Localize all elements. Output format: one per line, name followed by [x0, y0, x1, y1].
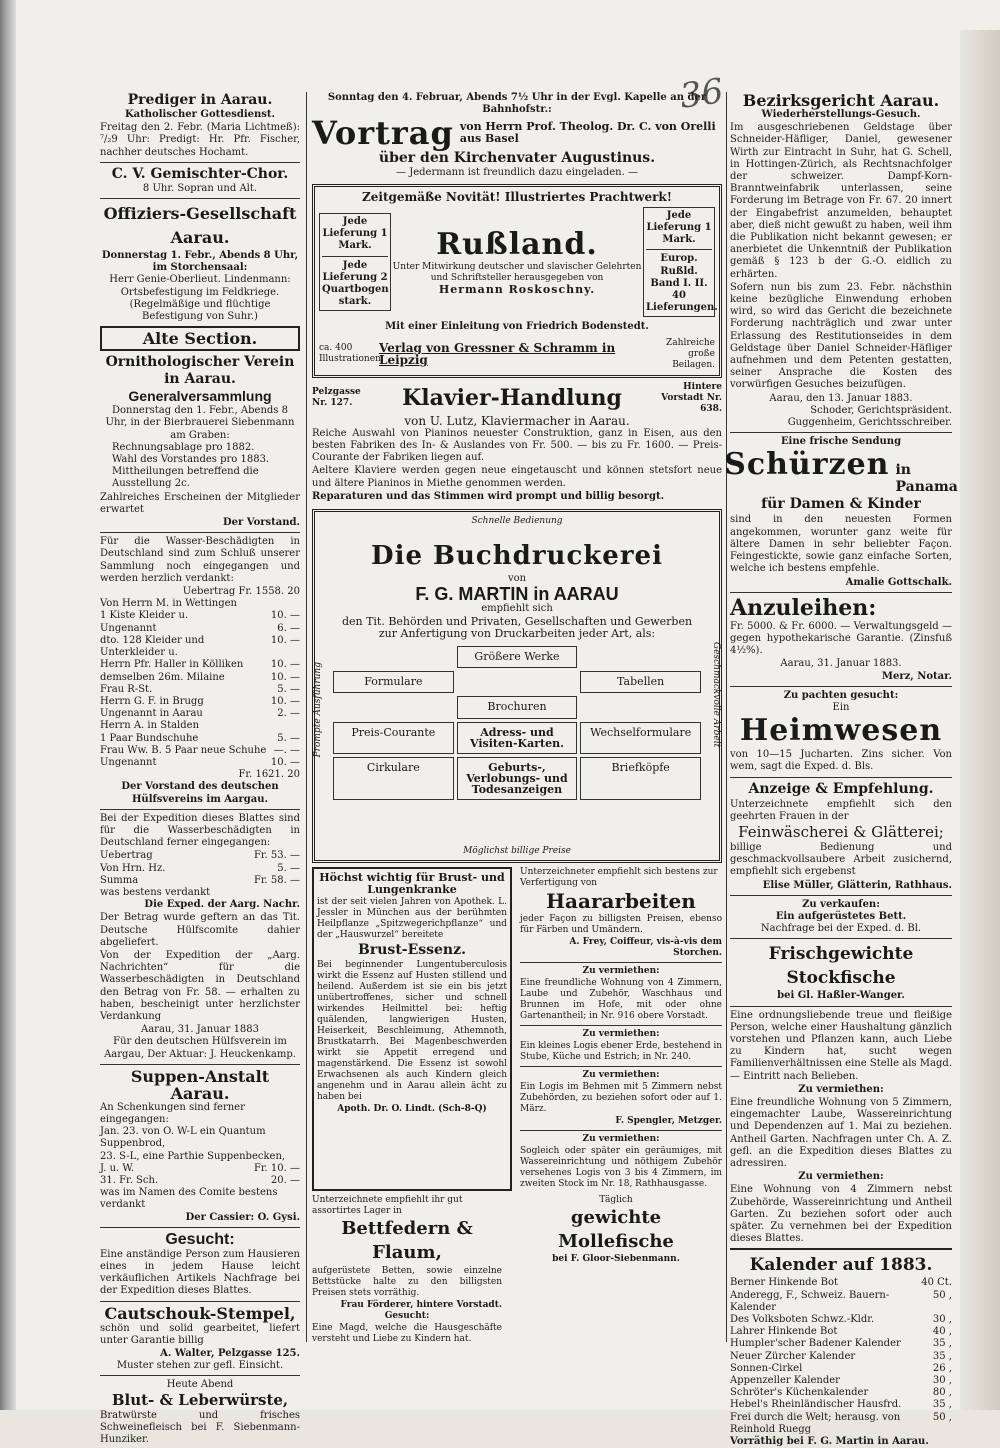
klavier-text: Reiche Auswahl von Pianinos neuester Construktion, ganz in Eisen, aus den besten Fabriken des In- & Auslandes von Fr. 500. — bis zu Fr. 1600. — Preis-Courante der Fabriken liegen auf. [312, 427, 722, 464]
anzeige-text2: billige Bedienung und geschmackvollsaubere Arbeit zusichernd, empfiehlt sich ergebenst [730, 841, 952, 878]
suppen-row [100, 1175, 300, 1187]
kal-row-label: Des Volksboten Schwz.-Kldr. [730, 1314, 875, 1326]
kal-row-value: 35 , [932, 1338, 952, 1350]
wasser-total: Fr. 1621. 20 [238, 769, 300, 781]
brust-sign: Apoth. Dr. O. Lindt. (Sch-8-Q) [337, 1104, 487, 1115]
gv-sign: Der Vorstand. [222, 517, 300, 529]
verm6-text: Eine Wohnung von 4 Zimmern nebst Zubehörde, Wassereinrichtung und Antheil Garten. Zu beziehen sofort oder auch später. Zu vernehmen bei der Expedition dieses Blattes. [730, 1184, 952, 1245]
haar-title: Haararbeiten [546, 889, 696, 914]
schuerz-text: sind in den neuesten Formen angekommen, worunter ganz weite für ältere Damen in sehr beliebter Façon. Feingestickte, sowie ganz einfache Sorten, welche ich bestens empfehle. [730, 514, 952, 575]
stock-sign: bei Gl. Haßler-Wanger. [777, 990, 905, 1002]
suppen-row [100, 1163, 300, 1175]
klavier-text2: Aeltere Klaviere werden gegen neue eingetauscht und können stetsfort neue und ältere Pianinos in Miethe genommen werden. [312, 465, 722, 489]
vortrag-topic: über den Kirchenvater Augustinus. [378, 150, 656, 167]
anzeige-text: Unterzeichnete empfiehlt sich den geehrten Frauen in der [730, 798, 952, 822]
offiz-date: Donnerstag 1. Febr., Abends 8 Uhr, im Storchensaal: [101, 250, 299, 274]
cv-title: C. V. Gemischter-Chor. [111, 165, 289, 182]
kal-row-label: Berner Hinkende Bot [730, 1277, 839, 1289]
verm4-title: Zu vermiethen: [582, 1134, 660, 1145]
wasser-row [100, 745, 300, 757]
vortrag-word: Vortrag [312, 114, 454, 153]
druck-item: Cirkulare [333, 757, 454, 800]
wasser-row-value: 10. — [270, 610, 300, 622]
verm3-title: Zu vermiethen: [582, 1070, 660, 1081]
bett-text: aufgerüstete Betten, sowie einzelne Bettstücke halte zu den billigsten Preisen stets vorräthig. [312, 1266, 502, 1299]
kal-row-label: Sonnen-Cirkel [730, 1362, 803, 1374]
verm1-title: Zu vermiethen: [582, 966, 660, 977]
blut-title: Blut- & Leberwürste, [111, 1390, 289, 1409]
druck-item: Brochuren [457, 696, 578, 718]
wasser-row-value: 5. — [277, 732, 300, 744]
cv-text: 8 Uhr. Sopran und Alt. [142, 182, 258, 194]
druck-item: Geburts-, Verlobungs- und Todesanzeigen [457, 757, 578, 800]
russ-title: Rußland. [436, 227, 598, 263]
kal-footer: Vorräthig bei F. G. Martin in Aarau. [730, 1436, 929, 1448]
exped-row-value: Fr. 53. — [253, 850, 300, 862]
vortrag-by: von Herrn Prof. Theolog. Dr. C. von Orelli aus Basel [459, 120, 716, 146]
gv-footer: Zahlreiches Erscheinen der Mitglieder erwartet [100, 491, 300, 515]
wasser-row-value: 10. — [270, 634, 300, 646]
brust-text2: Bei beginnender Lungentuberculosis wirkt die Essenz auf Husten stillend und heilend. Außerdem ist sie ein bis jetzt unübertroffenes, sicher und schnell wirkendes Heilmittel bei: heftig quälenden, langwierigen Husten, Heiserkeit, Beschleimung, Athemnoth, Brustkatarrh. Bei Magenbeschwerden wirkt sie Appetit erregend und magenstärkend. Die Essenz ist sowohl Erwachsenen als auch Kindern gleich angenehm und in Aarau allein ächt zu haben bei [317, 960, 507, 1103]
klavier-right: Hintere Vorstadt Nr. 638. [661, 381, 722, 414]
verm3-text: Ein Logis im Behmen mit 5 Zimmern nebst Zubehörden, zu beziehen sofort oder auf 1. März. [520, 1082, 722, 1115]
kal-row-label: Appenzeller Kalender [730, 1375, 840, 1387]
wasser-sign: Der Vorstand des deutschen Hülfsvereins im Aargau. [121, 781, 279, 805]
russ-right-box [643, 207, 718, 318]
suppen-title: Suppen-Anstalt Aarau. [130, 1066, 270, 1103]
haar-sign: A. Frey, Coiffeur, vis-à-vis dem Storchen. [569, 937, 722, 959]
offiz-text: Herr Genie-Oberlieut. Lindenmann: Ortsbefestigung im Feldkriege. (Regelmäßige und flüchtige Befestigung von Suhr.) [109, 274, 291, 323]
prediger-text: Freitag den 2. Febr. (Maria Lichtmeß): ⁷/₂9 Uhr: Predigt: Hr. Pfr. Fischer, nachher deutsches Hochamt. [100, 122, 300, 158]
gesucht2-text: Eine Magd, welche die Hausgeschäfte versteht und Liebe zu Kindern hat. [312, 1323, 502, 1345]
anz-sign: Merz, Notar. [881, 670, 952, 682]
kal-row-value: 35 , [932, 1399, 952, 1411]
suppen-row-value: Fr. 10. — [253, 1162, 300, 1174]
klavier-by: von U. Lutz, Klaviermacher in Aarau. [404, 413, 630, 428]
stock-title: Frischgewichte Stockfische [768, 944, 914, 989]
druck-item: Tabellen [580, 671, 701, 693]
exped-row [100, 875, 300, 887]
kal-row-label: Frei durch die Welt; herausg. von Reinhold Ruegg [730, 1411, 901, 1435]
kal-row-label: Schröter's Küchenkalender [730, 1387, 869, 1399]
caut-note: Muster stehen zur gefl. Einsicht. [116, 1360, 284, 1372]
exped-row [100, 863, 300, 875]
russ-head: Zeitgemäße Novität! Illustriertes Prachtwerk! [361, 189, 672, 204]
bett-intro: Unterzeichnete empfiehlt ihr gut assortirtes Lager in [312, 1195, 463, 1217]
druck-for: zur Anfertigung von Druckarbeiten jeder Art, als: [378, 626, 656, 640]
wasser-row-label: Frau Ww. B. 5 Paar neue Schuhe [100, 744, 267, 756]
gesucht2-title: Gesucht: [384, 1311, 430, 1322]
kal-row-value: 50 , [932, 1289, 952, 1301]
kal-row [730, 1314, 952, 1326]
exped-confirm: Von der Expedition der „Aarg. Nachrichten“ für die Wasserbeschädigten in Deutschland den Betrag von Fr. 58. — erhalten zu haben, bescheinigt unter herzlichster Verdankung [100, 949, 300, 1022]
exped-row [100, 850, 300, 862]
wasser-uebertrag: Uebertrag Fr. 1558. 20 [182, 586, 300, 598]
druck-right: Geschmackvolle Arbeit [711, 642, 721, 748]
russ-ill: ca. 400 Illustrationen. [319, 343, 384, 365]
schuerz-panama: in Panama [895, 462, 958, 496]
kal-row-label: Lahrer Hinkende Bot [730, 1326, 838, 1338]
russland-ad [312, 184, 722, 378]
russ-right1: Jede Lieferung 1 Mark. [646, 209, 712, 246]
verm5-title: Zu vermiethen: [798, 1083, 884, 1095]
blut-intro: Heute Abend [166, 1379, 234, 1391]
caut-title: Cautschouk-Stempel, [104, 1303, 296, 1323]
klavier-title: Klavier-Handlung [402, 385, 622, 412]
gesucht-text: Eine anständige Person zum Hausieren eines in jedem Hause leicht verkäuflichen Artikels Nachfrage bei der Expedition dieses Blattes. [100, 1248, 300, 1297]
wasser-row [100, 708, 300, 720]
wasser-row [100, 672, 300, 684]
wasser-row-label: Ungenannt in Aarau [100, 708, 203, 720]
gesucht-title: Gesucht: [165, 1230, 235, 1248]
exped-thanks: was bestens verdankt [100, 886, 211, 898]
anz-date: Aarau, 31. Januar 1883. [780, 658, 902, 670]
suppen-intro: An Schenkungen sind ferner eingegangen: [100, 1101, 245, 1125]
wasser-intro: Für die Wasser-Beschädigten in Deutschland sind zum Schluß unserer Sammlung noch eingegangen und werden herzlich verdankt: [100, 536, 300, 584]
exped-row-label: Uebertrag [100, 850, 153, 862]
wasser-row-label: Herrn Pfr. Haller in Kölliken [100, 659, 244, 671]
verm2-title: Zu vermiethen: [582, 1029, 660, 1040]
haar-text: jeder Façon zu billigsten Preisen, ebenso für Färben und Umändern. [520, 914, 722, 936]
wasser-row-label: 1 Paar Bundschuhe [100, 732, 199, 744]
column-rule-2 [726, 92, 727, 1342]
anz-text: Fr. 5000. & Fr. 6000. — Verwaltungsgeld — gegen hypothekarische Garantie. (Zinsfuß 4½%). [730, 620, 952, 657]
bez-text: Im ausgeschriebenen Geldstage über Schneider-Häfliger, Daniel, gewesener Wirth zur Eintracht in Suhr, hat G. Schell, in Hottingen-Zürich, als Rechtsnachfolger der schweizer. Dampf-Korn-Branntweinfabrik unterlassen, seine Forderung im Betrage von Fr. 67. 20 innert der Eingabefrist anzumelden, behauptet aber, dieß nicht gewußt zu haben, weil ihm die Publikation nicht bekannt gewesen; er anerbietet die Unkenntniß der Publikation gemäß § 123 b der G.-O. eidlich zu erhärten. [730, 122, 952, 280]
russ-sub: Unter Mitwirkung deutscher und slavischer Gelehrten und Schriftsteller herausgegeben von [392, 262, 642, 284]
gv-date: Donnerstag den 1. Febr., Abends 8 Uhr, in der Bierbrauerei Siebenmann am Graben: [105, 405, 295, 441]
brust-title: Höchst wichtig für Brust- und Lungenkranke [319, 871, 505, 897]
kal-row-value: 35 , [932, 1350, 952, 1362]
suppen-list [100, 1126, 300, 1187]
bett-sign: Frau Förderer, hintere Vorstadt. [340, 1300, 502, 1311]
suppen-thanks: was im Namen des Comite bestens verdankt [100, 1187, 278, 1211]
pacht-word: Heimwesen [739, 713, 943, 749]
pacht-text: von 10—15 Jucharten. Zins sicher. Von wem, sagt die Exped. d. Bls. [730, 749, 952, 773]
suppen-row-label: Jan. 23. von O. W-L ein Quantum Suppenbrod, [100, 1126, 266, 1150]
mole-ad [510, 1195, 722, 1346]
bez-text2: Sofern nun bis zum 23. Febr. nächsthin keine bezügliche Einwendung erhoben wird, so wird das Gericht die bezeichnete Forderung nachträglich und zwar unter Erlassung des Restitutionseides in dem Geldstage über Daniel Schneider-Häfliger aufnehmen und dem Petenten gestatten, seiner Ansprache die Kosten des vorwürfigen Gesuches beizufügen. [730, 281, 952, 391]
alte-section: Alte Section. [100, 326, 300, 351]
kal-row [730, 1326, 952, 1338]
druck-item: Wechselformulare [580, 722, 701, 754]
wasser-row-label: Herrn A. in Stalden [100, 720, 200, 732]
pacht-title: Zu pachten gesucht: [783, 689, 899, 701]
kal-row-value: 80 , [932, 1387, 952, 1399]
wasser-row [100, 733, 300, 745]
orni-title: Ornithologischer Verein in Aarau. [105, 354, 295, 388]
gv-item: Mittheilungen betreffend die Ausstellung 2c. [112, 466, 259, 490]
middle-right-ads [520, 867, 722, 1191]
wasser-row-value: 6. — [277, 622, 300, 634]
druck-von: von [507, 573, 527, 585]
druck-item: Preis-Courante [333, 722, 454, 754]
suppen-row [100, 1126, 300, 1150]
verm2-text: Ein kleines Logis ebener Erde, bestehend in Stube, Küche und Estrich; in Nr. 240. [520, 1041, 723, 1063]
bez-date: Aarau, den 13. Januar 1883. [769, 392, 913, 404]
offiz-title: Offiziers-Gesellschaft Aarau. [103, 204, 297, 248]
wasser-row-label: Herrn G. F. in Brugg [100, 695, 204, 707]
russ-right2: Europ. Rußld. Band I. II. 40 Lieferungen. [646, 253, 718, 314]
verk-text: Nachfrage bei der Exped. d. Bl. [760, 923, 922, 935]
wasser-row-value: —. — [273, 744, 300, 756]
gv-item: Wahl des Vorstandes pro 1883. [112, 454, 270, 466]
wasser-row [100, 635, 300, 659]
wasser-row-value: 10. — [270, 756, 300, 768]
bett-ad [312, 1195, 502, 1346]
caut-sign: A. Walter, Pelzgasse 125. [160, 1348, 300, 1360]
brust-text1: ist der seit vielen Jahren von Apothek. L. Jessler in München aus der berühmten Heilpflanze „Spitzwegerichpflanze“ und der „Hauswurzel“ bereitete [317, 897, 507, 941]
prediger-title: Prediger in Aarau. [127, 92, 273, 108]
kal-row-label: Hebel's Rheinländischer Hausfrd. [730, 1399, 902, 1411]
prediger-sub: Katholischer Gottesdienst. [124, 109, 276, 120]
russ-center [391, 228, 643, 296]
druck-top: Schnelle Bedienung [471, 516, 563, 527]
druck-item: Größere Werke [457, 646, 578, 668]
kal-row [730, 1338, 952, 1350]
column-right [724, 91, 958, 1448]
vortrag-date: Sonntag den 4. Februar, Abends 7½ Uhr in der Evgl. Kapelle an der Bahnhofstr.: [327, 92, 707, 116]
russ-author: Hermann Roskoschny. [438, 283, 596, 297]
kal-row-value: 26 , [932, 1362, 952, 1374]
caut-text: schön und solid gearbeitet, liefert unter Garantie billig [100, 1322, 300, 1346]
wasser-row-value: 10. — [270, 671, 300, 683]
kal-row-value: 40 Ct. [921, 1277, 952, 1289]
buchdruckerei-ad [312, 509, 722, 863]
kal-row-label: Anderegg, F., Schweiz. Bauern-Kalender [730, 1289, 890, 1313]
kal-row-label: Neuer Zürcher Kalender [730, 1350, 856, 1362]
wasser-row-label: Ungenannt [100, 756, 157, 768]
blut-text: Bratwürste und frisches Schweinefleisch bei F. Siebenmann-Hunziker. [100, 1409, 300, 1446]
brust-ad [312, 867, 512, 1191]
pacht-ein: Ein [832, 701, 850, 713]
wasser-row [100, 720, 300, 732]
column-rule-1 [306, 92, 307, 1342]
schuerz-title: Schürzen [724, 447, 890, 483]
druck-name: F. G. MARTIN in AARAU [415, 584, 619, 605]
druck-title: Die Buchdruckerei [371, 541, 663, 572]
schuerz-for: für Damen & Kinder [761, 496, 921, 513]
kal-title: Kalender auf 1883. [749, 1255, 933, 1276]
wasser-row-value: 10. — [270, 695, 300, 707]
bez-sign1: Schoder, Gerichtspräsident. [810, 404, 952, 416]
bez-sub: Wiederherstellungs-Gesuch. [761, 109, 921, 120]
russ-left2: Jede Lieferung 2 Quartbogen stark. [322, 259, 389, 308]
wasser-row [100, 757, 300, 769]
wasser-row-label: Ungenannt [100, 622, 157, 634]
person-text: Eine ordnungsliebende treue und fleißige Person, welche einer Haushaltung gänzlich vorstehen und Pflanzen kann, auch Liebe zu Kindern hat, sucht wegen Familienverhältnissen eine Stelle als Magd. — Eintritt nach Belieben. [730, 1009, 952, 1082]
suppen-row [100, 1151, 300, 1163]
verm3-sign: F. Spengler, Metzger. [615, 1116, 722, 1127]
kal-row-value: 30 , [932, 1375, 952, 1387]
kal-row-value: 30 , [932, 1314, 952, 1326]
column-left [100, 92, 300, 1446]
kal-row [730, 1387, 952, 1399]
kal-row-value: 50 , [932, 1411, 952, 1423]
bez-sign2: Guggenheim, Gerichtsschreiber. [787, 417, 952, 429]
anzeige-title: Anzeige & Empfehlung. [748, 780, 934, 797]
druck-item: Formulare [333, 671, 454, 693]
wasser-row [100, 659, 300, 671]
kal-row [730, 1375, 952, 1387]
wasser-row-value: 5. — [277, 683, 300, 695]
wasser-row [100, 696, 300, 708]
kal-row-value: 40 , [932, 1326, 952, 1338]
exped-list [100, 850, 300, 887]
druck-to: den Tit. Behörden und Privaten, Gesellschaften und Gewerben [341, 614, 693, 628]
druck-item: Adress- und Visiten-Karten. [457, 722, 578, 754]
wasser-row [100, 598, 300, 610]
gv-title: Generalversammlung [128, 388, 272, 405]
suppen-row-label: 31. Fr. Sch. [100, 1175, 159, 1187]
wasser-row-value: 2. — [277, 708, 300, 720]
vortrag-note: — Jedermann ist freundlich dazu eingeladen. — [396, 167, 638, 179]
brust-name: Brust-Essenz. [358, 942, 466, 959]
wasser-row-label: dto. 128 Kleider und Unterkleider u. [100, 634, 205, 659]
exped-intro: Bei der Expedition dieses Blattes sind für die Wasserbeschädigten in Deutschland ferner eingegangen: [100, 812, 300, 849]
schuerz-sign: Amalie Gottschalk. [845, 576, 952, 588]
bett-title: Bettfedern & Flaum, [341, 1218, 473, 1264]
druck-bottom: Möglichst billige Preise [463, 846, 571, 857]
wasser-row-label: Frau R-St. [100, 683, 153, 695]
klavier-left: Pelzgasse Nr. 127. [312, 387, 361, 409]
exped-row-value: Fr. 58. — [253, 874, 300, 886]
page-edge [960, 30, 1000, 1410]
wasser-row-label: demselben 26m. Milaine [100, 671, 225, 683]
gv-item: Rechnungsablage pro 1882. [112, 441, 255, 453]
exped-row-label: Von Hrn. Hz. [100, 862, 166, 874]
verk-title: Zu verkaufen: [802, 898, 880, 910]
anzeige-big: Feinwäscherei & Glätterei; [738, 822, 944, 841]
exped-note: Der Betrag wurde geftern an das Tit. Deutsche Hülfscomite dahier abgeliefert. [100, 912, 300, 948]
exped-confirm-sign: Für den deutschen Hülfsverein im Aargau, Der Aktuar: J. Heuckenkamp. [104, 1036, 296, 1060]
kal-row [730, 1351, 952, 1363]
mole-sign: bei F. Gloor-Siebenmann. [552, 1254, 680, 1265]
kal-row-label: Humpler'scher Badener Kalender [730, 1338, 901, 1350]
wasser-list [100, 598, 300, 769]
mole-title: gewichte Mollefische [558, 1207, 674, 1253]
schuerz-intro: Eine frische Sendung [780, 436, 902, 448]
russ-left1: Jede Lieferung 1 Mark. [322, 215, 388, 252]
verm1-text: Eine freundliche Wohnung von 4 Zimmern, Laube und Zubehör, Waschhaus und Brunnen im Hofe, mit oder ohne Gartenantheil; in Nr. 916 obere Vorstadt. [520, 978, 722, 1022]
suppen-row-label: J. u. W. [100, 1162, 135, 1174]
wasser-row [100, 610, 300, 622]
druck-item: Briefköpfe [580, 757, 701, 800]
kal-list [730, 1277, 952, 1436]
exped-row-label: Summa [100, 874, 139, 886]
russ-verlag: Verlag von Gressner & Schramm in Leipzig [379, 340, 616, 368]
verk-item: Ein aufgerüstetes Bett. [775, 910, 907, 922]
anzeige-sign: Elise Müller, Glätterin, Rathhaus. [762, 879, 952, 891]
suppen-row-value: 20. — [270, 1175, 300, 1187]
klavier-text3: Reparaturen und das Stimmen wird prompt und billig besorgt. [312, 490, 665, 502]
druck-empf: empfiehlt sich [481, 603, 553, 615]
druck-left: Prompte Ausführung [313, 662, 323, 758]
kal-row [730, 1277, 952, 1289]
wasser-row [100, 623, 300, 635]
kal-row [730, 1363, 952, 1375]
binding-fold [0, 0, 16, 1410]
wasser-row-value: 10. — [270, 659, 300, 671]
russ-left-box [319, 213, 391, 311]
haar-intro: Unterzeichneter empfiehlt sich bestens zur Verfertigung von [520, 867, 718, 889]
exped-date: Aarau, 31. Januar 1883 [140, 1024, 260, 1036]
verm4-text: Sogleich oder später ein geräumiges, mit Wassereinrichtung und nöthigem Zubehör versehenes Logis von 3 bis 4 Zimmern, im zweiten Stock im Nr. 18, Rathhausgasse. [520, 1146, 722, 1190]
russ-beil: Zahlreiche große Beilagen. [666, 337, 715, 370]
verm5-text: Eine freundliche Wohnung von 5 Zimmern, eingemachter Laube, Wassereinrichtung und Dependenzen auf 1. Mai zu beziehen. Antheil Garten. Nachfragen unter Ch. A. Z. gefl. an die Expedition dieses Blattes zu adressiren. [730, 1096, 952, 1169]
russ-intro: Mit einer Einleitung von Friedrich Bodenstedt. [385, 321, 649, 333]
wasser-row-label: Von Herrn M. in Wettingen [100, 598, 237, 610]
exped-row-value: 5. — [277, 862, 300, 874]
bez-title: Bezirksgericht Aarau. [742, 91, 940, 110]
exped-sign: Die Exped. der Aarg. Nachr. [144, 899, 300, 911]
suppen-row-label: 23. S-L, eine Parthie Suppenbecken, [100, 1150, 286, 1162]
kal-row [730, 1412, 952, 1436]
suppen-sign: Der Cassier: O. Gysi. [185, 1211, 300, 1223]
verm6-title: Zu vermiethen: [798, 1171, 884, 1183]
kal-row [730, 1290, 952, 1314]
handwritten-page-number: 36 [677, 71, 726, 117]
wasser-row-label: 1 Kiste Kleider u. [100, 610, 189, 622]
anz-title: Anzuleihen: [730, 594, 877, 621]
mole-intro: Täglich [599, 1195, 633, 1206]
kal-row [730, 1399, 952, 1411]
wasser-row [100, 684, 300, 696]
